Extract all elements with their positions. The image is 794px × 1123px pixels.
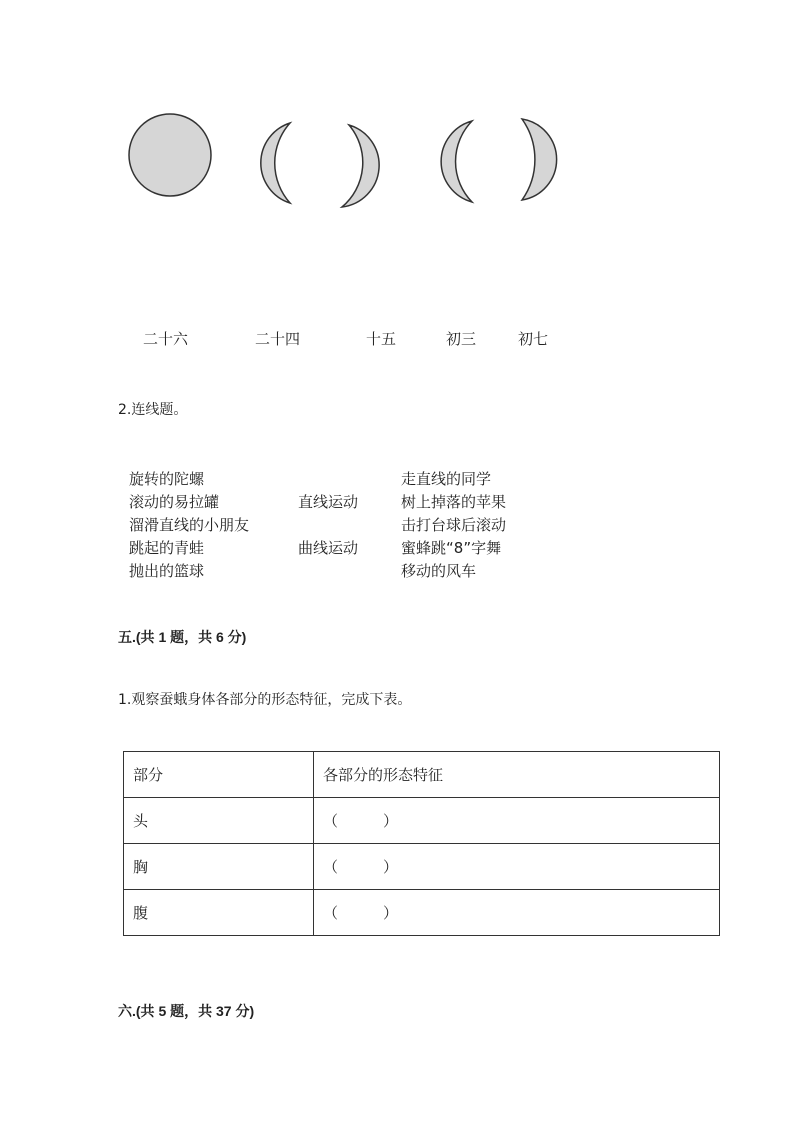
section-6-title: 六.(共 5 题，共 37 分) — [118, 1003, 255, 1019]
right-item: 蜜蜂跳“8”字舞 — [401, 539, 502, 557]
answer-blank[interactable]: （ ） — [314, 890, 720, 936]
answer-blank[interactable]: （ ） — [314, 844, 720, 890]
right-item: 走直线的同学 — [401, 470, 492, 488]
left-item: 溜滑直线的小朋友 — [129, 516, 250, 534]
moon-label: 十五 — [366, 330, 397, 348]
table-row — [124, 844, 720, 890]
moon-label: 二十四 — [255, 330, 301, 348]
table-cell: 头 — [124, 798, 314, 844]
left-item: 跳起的青蛙 — [129, 539, 205, 557]
answer-blank[interactable]: （ ） — [314, 798, 720, 844]
left-item: 抛出的篮球 — [129, 562, 205, 580]
table-header-cell: 各部分的形态特征 — [314, 752, 720, 798]
section-5-question: 1.观察蚕蛾身体各部分的形态特征，完成下表。 — [118, 692, 412, 708]
section-5-title: 五.(共 1 题，共 6 分) — [118, 629, 247, 645]
middle-item: 曲线运动 — [298, 539, 359, 557]
table-row — [124, 798, 720, 844]
right-item: 树上掉落的苹果 — [401, 493, 507, 511]
moon-label: 初七 — [518, 330, 549, 348]
table-cell: 胸 — [124, 844, 314, 890]
waxing-crescent-icon — [342, 125, 379, 207]
moon-label: 初三 — [446, 330, 477, 348]
question-2-title: 2.连线题。 — [118, 402, 188, 418]
silkmoth-table — [123, 751, 720, 936]
full-moon-icon — [129, 114, 211, 196]
table-header-row — [124, 752, 720, 798]
moon-phases-figure — [120, 105, 590, 220]
right-item: 移动的风车 — [401, 562, 477, 580]
table-row — [124, 890, 720, 936]
waning-crescent-icon-2 — [441, 121, 472, 202]
table-cell: 腹 — [124, 890, 314, 936]
quarter-moon-icon — [522, 119, 557, 200]
table-header-cell: 部分 — [124, 752, 314, 798]
waning-crescent-icon — [261, 123, 290, 203]
left-item: 滚动的易拉罐 — [129, 493, 220, 511]
right-item: 击打台球后滚动 — [401, 516, 507, 534]
left-item: 旋转的陀螺 — [129, 470, 205, 488]
middle-item: 直线运动 — [298, 493, 359, 511]
moon-label: 二十六 — [143, 330, 189, 348]
